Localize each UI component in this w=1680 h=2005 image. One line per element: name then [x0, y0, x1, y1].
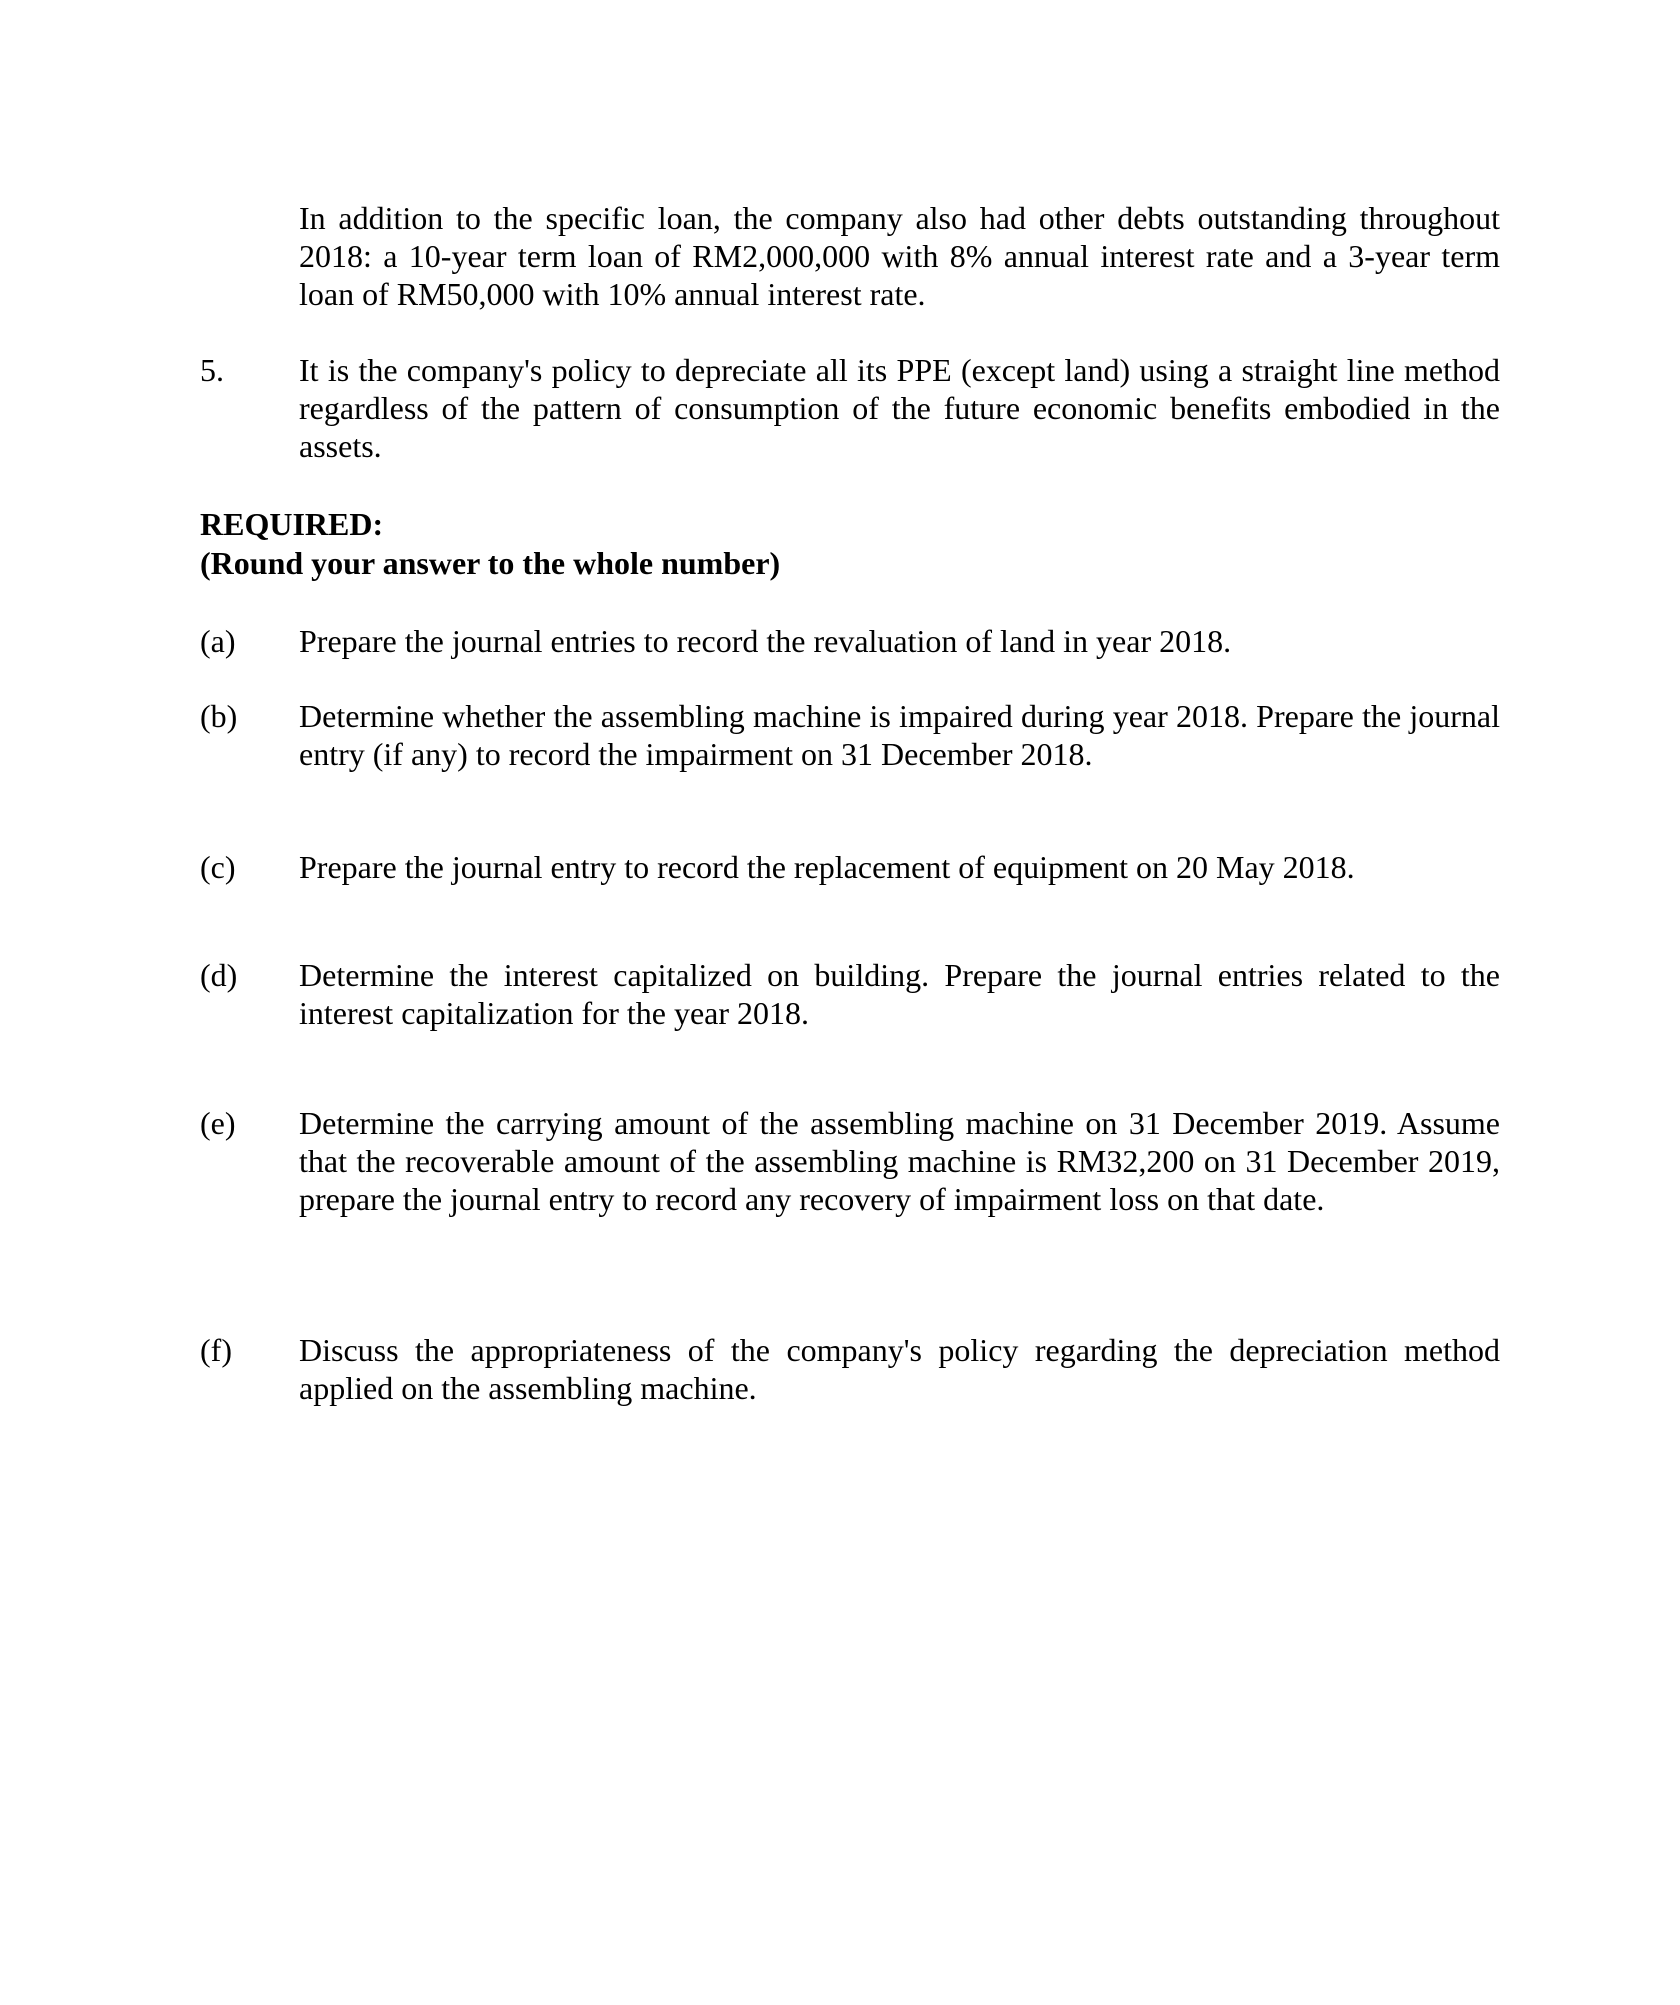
question-b-text: Determine whether the assembling machine is impaired during year 2018. Prepare the journal entry (if any) to record the impairment on 31 December 2018. [299, 698, 1500, 772]
item-5-number: 5. [200, 352, 224, 388]
intro-paragraph: In addition to the specific loan, the company also had other debts outstanding throughout 2018: a 10-year term loan of RM2,000,000 with 8% annual interest rate and a 3-year term loan of RM50,000 with 10% annual interest rate. [299, 200, 1500, 312]
question-c-label: (c) [200, 849, 236, 885]
question-c-text: Prepare the journal entry to record the replacement of equipment on 20 May 2018. [299, 849, 1355, 885]
question-f-label: (f) [200, 1332, 232, 1368]
question-d-label: (d) [200, 957, 238, 993]
question-f-text: Discuss the appropriateness of the company's policy regarding the depreciation method applied on the assembling machine. [299, 1332, 1500, 1406]
required-note: (Round your answer to the whole number) [200, 545, 781, 581]
question-d-text: Determine the interest capitalized on building. Prepare the journal entries related to the interest capitalization for the year 2018. [299, 957, 1500, 1031]
question-e-label: (e) [200, 1105, 236, 1141]
required-note-block [200, 544, 1500, 582]
question-b-label: (b) [200, 698, 238, 734]
question-a-text: Prepare the journal entries to record the revaluation of land in year 2018. [299, 623, 1232, 659]
question-a-label: (a) [200, 623, 236, 659]
question-e-text: Determine the carrying amount of the assembling machine on 31 December 2019. Assume that the recoverable amount of the assembling machine is RM32,200 on 31 December 2019, prepare the journal entry to record any recovery of impairment loss on that date. [299, 1105, 1500, 1217]
required-heading-block [200, 505, 1500, 543]
required-heading: REQUIRED: [200, 506, 384, 542]
item-5-text: It is the company's policy to depreciate all its PPE (except land) using a straight line method regardless of the pattern of consumption of the future economic benefits embodied in the assets. [299, 352, 1500, 464]
